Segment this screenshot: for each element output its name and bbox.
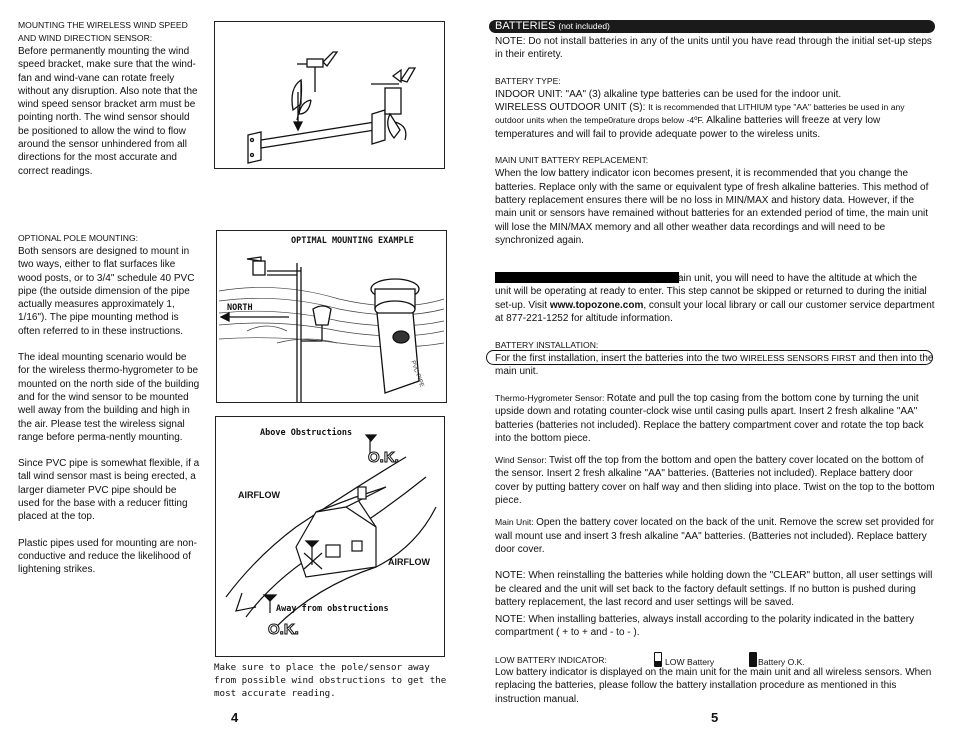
airflow-label-left: AIRFLOW [238,490,280,500]
battery-type-heading: BATTERY TYPE: [495,75,561,86]
pole-mounting-body: Both sensors are designed to mount in two ways, either to flat surfaces like wood posts, or to 3/4" schedule 40 PVC pipe (the outside dimension of the pipe actually measures approximately 1, 1/16"). The pipe mounting method is often referred to in these instructions. [18,246,195,337]
batteries-header [489,20,935,33]
sensor-mounting-heading: MOUNTING THE WIRELESS WIND SPEED AND WIND DIRECTION SENSOR: [18,20,188,43]
outdoor-unit-suffix: Alkaline batteries will freeze at very low temperatures and will fail to provide adequate power to the wireless units. [495,115,881,140]
away-from-obstructions-label: Away from obstructions [276,604,389,614]
wind-sensor-label: Wind Sensor: [495,455,549,466]
sensor-bracket-illustration [215,22,444,168]
note-initial-setup: NOTE: Do not install batteries in any of the units until you have read through the initial set-up steps in their entirety. [495,36,932,61]
pole-mounting-section [18,232,200,577]
sensor-mounting-section [18,19,200,178]
main-unit-instructions [495,516,935,556]
airflow-label-right: AIRFLOW [388,557,430,567]
sensor-mounting-body: Before permanently mounting the wind speed bracket, make sure that the wind-fan and wind-vane can rotate freely without any disruption. Also note that the wind speed sensor bracket arm must be pointing north. The wind sensor should be positioned to allow the wind to flow around the sensor unhindered from all directions for the most accurate and correct readings. [18,46,198,177]
batteries-header-subtitle: (not included) [558,21,610,31]
obstructions-figure [215,416,445,657]
optimal-mounting-figure [216,230,447,403]
thermo-hygrometer-body: Rotate and pull the top casing from the bottom cone by turning the unit upside down and rotating counter-clock wise until casing pulls apart. Insert 2 fresh alkaline "AA" batteries (batteries not included). Replace the battery compartment cover and rotate the top back into the bottom piece. [495,393,924,444]
north-label: NORTH [227,303,253,313]
battery-installation-heading: BATTERY INSTALLATION: [495,340,599,350]
altitude-text-1: ain unit, you will need to have the altitude at which the unit will be operating at ready to enter. This step cannot be skipped or returned to during the initial set-up. Visit [495,273,927,311]
pvc-pipe-body: Since PVC pipe is somewhat flexible, if a tall wind sensor mast is being erected, a larger diameter PVC pipe should be used for the base with a reducer fitting placed at the top. [18,458,200,523]
note-reinstalling: NOTE: When reinstalling the batteries while holding down the "CLEAR" button, all user settings will be cleared and the unit will set back to the factory default settings. If no button is pushed during battery replacement, the last record and user settings will be saved. [495,570,933,608]
first-installation-text [495,352,935,379]
main-unit-body: Open the battery cover located on the back of the unit. Remove the screw set provided for wall mount use and insert 3 fresh alkaline "AA" batteries. (Batteries not included). Replace battery door cover. [495,517,935,555]
optimal-mounting-title: OPTIMAL MOUNTING EXAMPLE [291,236,414,246]
sensor-instructions [495,392,935,640]
low-battery-heading: LOW BATTERY INDICATOR: [495,655,607,665]
ideal-mounting-body: The ideal mounting scenario would be for the wireless thermo-hygrometer to be mounted on the north side of the building and for the wind sensor to be mounted well away from the building and high in the air. Please test the wireless signal range before perma-nently mounting. [18,352,200,443]
ok-label-bottom: O.K. [268,621,299,638]
outdoor-unit-lithium-note: It is recommended that LITHIUM type "AA" batteries be used in any outdoor units when the tempe0rature drops below -4ºF. [495,102,905,126]
low-battery-label: LOW Battery [665,657,715,667]
altitude-paragraph [495,272,935,325]
topozone-link[interactable]: www.topozone.com [549,299,644,311]
first-installation-2: and then into the main unit. [495,353,934,378]
main-unit-replacement-body: When the low battery indicator icon becomes present, it is recommended that you change the batteries. Replace only with the same or equivalent type of fresh alkaline batteries. This method of battery replacement ensures there will be no loss in MIN/MAX and history data. However, if the main unit or sensors have remained without batteries for an extended period of time, the main unit will lose the MIN/MAX memory and all other weather data recordings and will need to be synchronized again. [495,168,929,246]
batteries-content [495,35,935,247]
outdoor-unit-text [495,101,935,141]
altitude-text-2: , consult your local library or call our customer service department at 877-221-1252 for altitude information. [495,299,935,324]
obstructions-illustration [216,417,444,656]
pole-mounting-heading: OPTIONAL POLE MOUNTING: [18,233,139,243]
above-obstructions-label: Above Obstructions [260,428,353,438]
indoor-unit-text: INDOOR UNIT: "AA" (3) alkaline type batteries can be used for the indoor unit. [495,88,842,100]
wind-sensor-instructions [495,454,935,507]
low-battery-body: Low battery indicator is displayed on the main unit for the main unit and all wireless sensors. When replacing the batteries, please follow the battery installation procedure as mentioned in this instruction manual. [495,667,932,705]
pvc-pipe-label: PVC PIPE [409,359,425,389]
first-installation-1: For the first installation, insert the batteries into the two [495,353,741,364]
plastic-pipes-body: Plastic pipes used for mounting are non-conductive and reduce the likelihood of lightening strikes. [18,537,197,576]
battery-ok-icon [749,652,757,667]
figure-caption: Make sure to place the pole/sensor away from possible wind obstructions to get the most accurate reading. [214,662,447,699]
low-battery-icon [654,652,662,667]
wind-sensor-body: Twist off the top from the bottom and open the battery cover located on the bottom of the sensor. Insert 2 fresh alkaline "AA" batteries. (Batteries not included). Replace battery door cover by putting battery cover on half way and then sliding into place. Twist on the top to the bottom piece. [495,455,935,507]
page-number-left: 4 [231,710,239,725]
sensor-bracket-figure [214,21,445,169]
thermo-hygrometer-instructions [495,392,935,445]
battery-ok-label: Battery O.K. [758,657,805,667]
wireless-sensors-first: WIRELESS SENSORS FIRST [740,353,857,363]
page-number-right: 5 [711,710,719,725]
batteries-header-title: BATTERIES [495,20,556,32]
thermo-hygrometer-label: Thermo-Hygrometer Sensor: [495,393,607,403]
main-unit-label: Main Unit: [495,517,537,528]
ok-label-top: O.K. [368,449,399,466]
outdoor-unit-prefix: WIRELESS OUTDOOR UNIT (S): [495,102,649,114]
optimal-mounting-illustration [217,231,446,402]
main-unit-replacement-heading: MAIN UNIT BATTERY REPLACEMENT: [495,155,649,166]
note-polarity: NOTE: When installing batteries, always install according to the polarity indicated in the battery compartment ( + to + and - to - ). [495,614,915,639]
